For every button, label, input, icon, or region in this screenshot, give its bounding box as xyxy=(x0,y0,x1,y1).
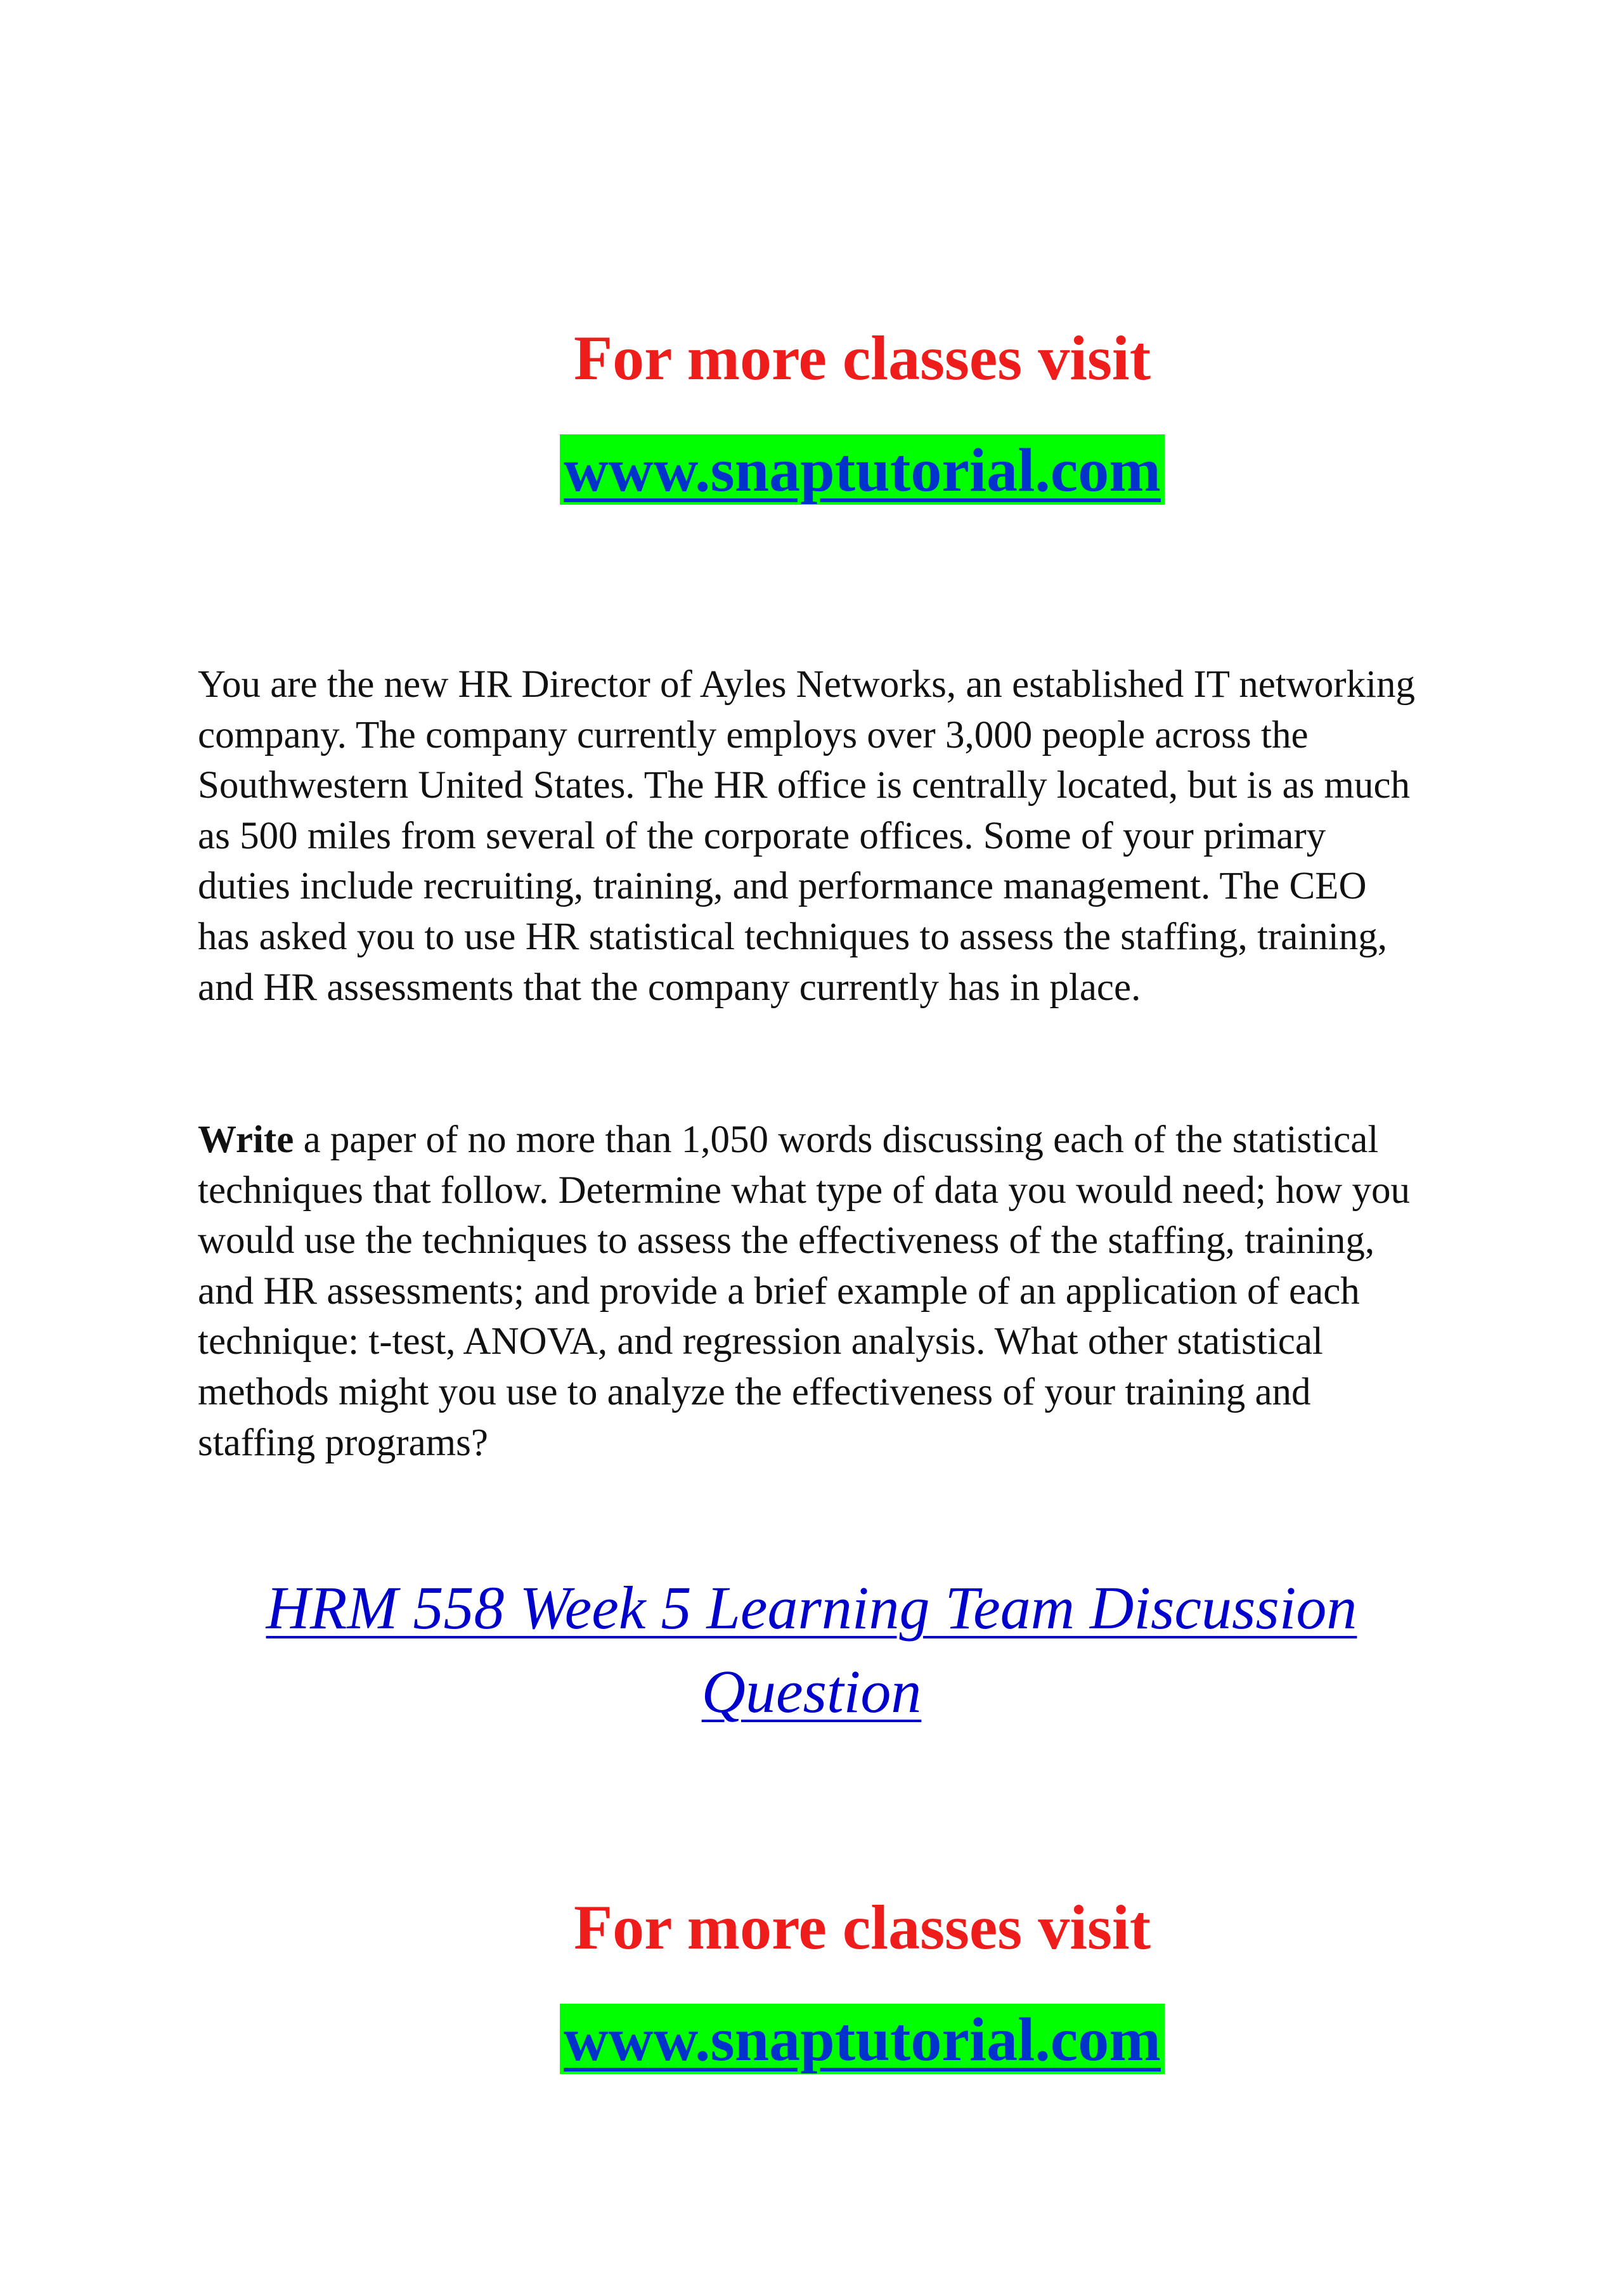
promo-heading-bottom: For more classes visit xyxy=(573,1892,1151,1962)
promo-heading-top: For more classes visit xyxy=(573,323,1151,393)
next-lesson-title-link[interactable]: HRM 558 Week 5 Learning Team Discussion Question xyxy=(266,1574,1357,1725)
task-text: a paper of no more than 1,050 words discussing each of the statistical techniques that follow. Determine what type of data you would need; how you would use the techniques to assess the effectiveness of the staffing, training, and HR assessments; and provide a brief example of an application of each technique: t-test, ANOVA, and regression analysis. What other statistical methods might you use to analyze the effectiveness of your training and staffing programs? xyxy=(198,1119,1410,1464)
task-paragraph xyxy=(198,1115,1428,1468)
promo-link-bottom-wrap xyxy=(0,2004,1623,2074)
task-lead-word: Write xyxy=(198,1119,294,1161)
intro-paragraph: You are the new HR Director of Ayles Networks, an established IT networking company. The company currently employs over 3,000 people across the Southwestern United States. The HR office is centrally located, but is as much as 500 miles from several of the corporate offices. Some of your primary duties include recruiting, training, and performance management. The CEO has asked you to use HR statistical techniques to assess the staffing, training, and HR assessments that the company currently has in place. xyxy=(198,663,1416,1009)
snaptutorial-link-bottom[interactable]: www.snaptutorial.com xyxy=(560,2004,1165,2074)
snaptutorial-link-top[interactable]: www.snaptutorial.com xyxy=(560,434,1165,505)
promo-link-top-wrap xyxy=(0,434,1623,505)
